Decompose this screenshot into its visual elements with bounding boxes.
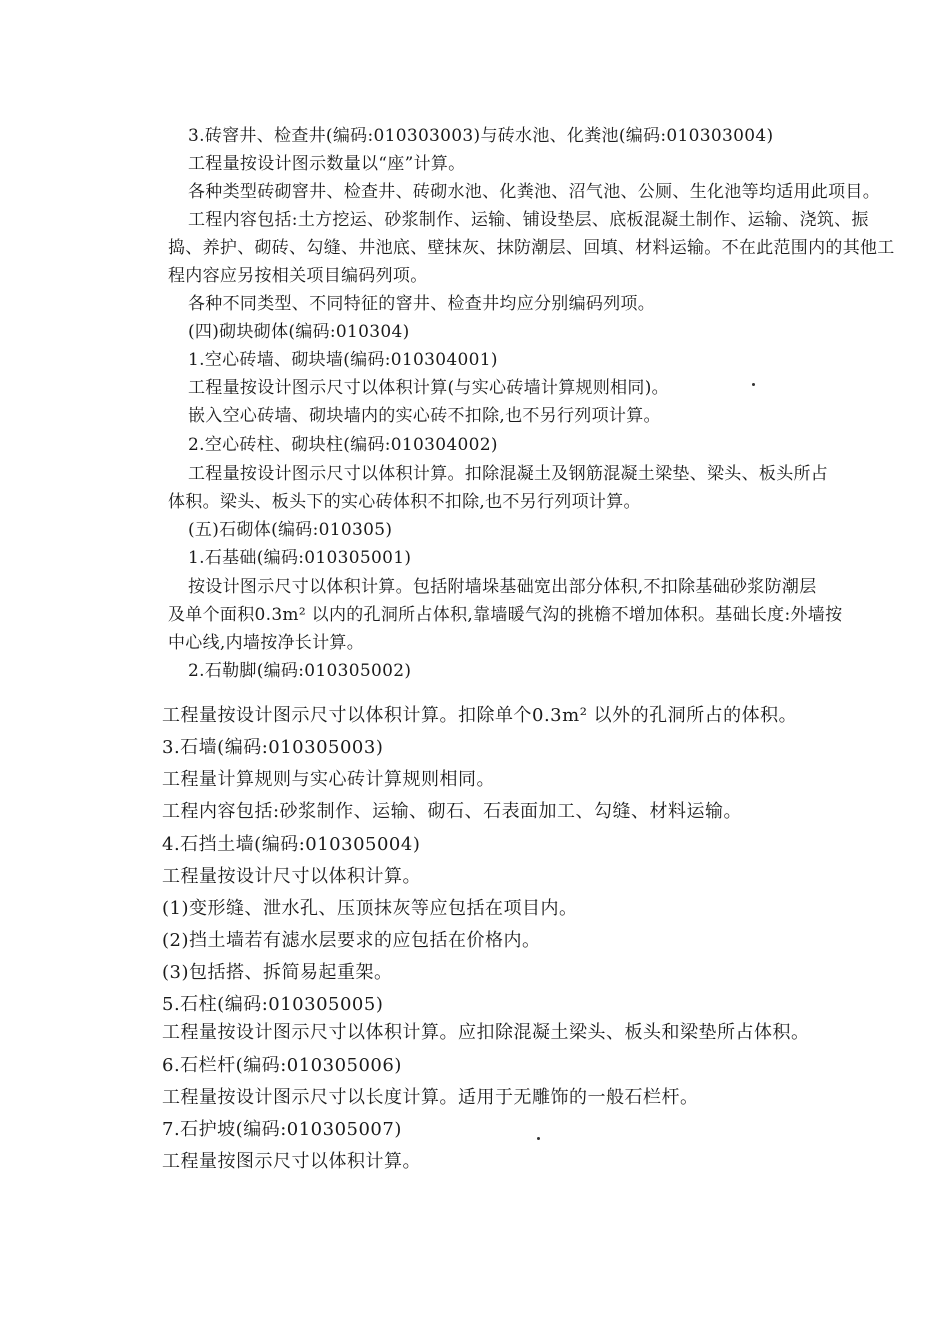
text-line: 工程量按设计图示尺寸以体积计算。扣除单个0.3m² 以外的孔洞所占的体积。 (162, 705, 798, 726)
text-line: 工程量按图示尺寸以体积计算。 (162, 1151, 421, 1172)
text-line: 及单个面积0.3m² 以内的孔洞所占体积,靠墙暖气沟的挑檐不增加体积。基础长度:外墙按 (168, 605, 843, 625)
text-line: 工程内容包括:土方挖运、砂浆制作、运输、铺设垫层、底板混凝土制作、运输、浇筑、振 (188, 210, 869, 230)
item-heading: 2.空心砖柱、砌块柱(编码:010304002) (188, 435, 498, 455)
item-heading: 1.石基础(编码:010305001) (188, 548, 412, 568)
text-line: 工程内容包括:砂浆制作、运输、砌石、石表面加工、勾缝、材料运输。 (162, 801, 743, 822)
text-line: 中心线,内墙按净长计算。 (168, 633, 365, 653)
text-line: 按设计图示尺寸以体积计算。包括附墙垛基础宽出部分体积,不扣除基础砂浆防潮层 (188, 577, 817, 597)
text-line: 工程量按设计图示数量以“座”计算。 (188, 154, 466, 174)
text-line: 各种类型砖砌窨井、检查井、砖砌水池、化粪池、沼气池、公厕、生化池等均适用此项目。 (188, 182, 880, 202)
item-heading: 5.石柱(编码:010305005) (162, 994, 384, 1015)
text-line: 嵌入空心砖墙、砌块墙内的实心砖不扣除,也不另行列项计算。 (188, 406, 661, 426)
text-line: 各种不同类型、不同特征的窨井、检查井均应分别编码列项。 (188, 294, 656, 314)
scan-speck (537, 1137, 540, 1140)
item-heading: 7.石护坡(编码:010305007) (162, 1119, 402, 1140)
text-line: 捣、养护、砌砖、勾缝、井池底、壁抹灰、抹防潮层、回填、材料运输。不在此范围内的其他工 (168, 238, 895, 258)
text-line: 工程量按设计图示尺寸以体积计算。扣除混凝土及钢筋混凝土梁垫、梁头、板头所占 (188, 464, 829, 484)
item-heading: 3.石墙(编码:010305003) (162, 737, 384, 758)
text-line: 工程量按设计尺寸以体积计算。 (162, 866, 421, 887)
text-line: (3)包括搭、拆简易起重架。 (162, 962, 393, 983)
text-line: (2)挡土墙若有滤水层要求的应包括在价格内。 (162, 930, 541, 951)
text-line: 程内容应另按相关项目编码列项。 (168, 266, 428, 286)
text-line: 工程量按设计图示尺寸以长度计算。适用于无雕饰的一般石栏杆。 (162, 1087, 699, 1108)
scan-speck (752, 383, 755, 386)
text-line: 工程量按设计图示尺寸以体积计算(与实心砖墙计算规则相同)。 (188, 378, 669, 398)
text-line: (1)变形缝、泄水孔、压顶抹灰等应包括在项目内。 (162, 898, 578, 919)
text-line: 3.砖窨井、检查井(编码:010303003)与砖水池、化粪池(编码:010303004) (188, 126, 774, 146)
item-heading: 4.石挡土墙(编码:010305004) (162, 834, 421, 855)
section-heading: (五)石砌体(编码:010305) (188, 520, 393, 540)
text-line: 工程量计算规则与实心砖计算规则相同。 (162, 769, 495, 790)
text-line: 体积。梁头、板头下的实心砖体积不扣除,也不另行列项计算。 (168, 492, 641, 512)
item-heading: 2.石勒脚(编码:010305002) (188, 661, 412, 681)
text-line: 工程量按设计图示尺寸以体积计算。应扣除混凝土梁头、板头和梁垫所占体积。 (162, 1022, 810, 1043)
section-heading: (四)砌块砌体(编码:010304) (188, 322, 410, 342)
item-heading: 1.空心砖墙、砌块墙(编码:010304001) (188, 350, 498, 370)
item-heading: 6.石栏杆(编码:010305006) (162, 1055, 402, 1076)
